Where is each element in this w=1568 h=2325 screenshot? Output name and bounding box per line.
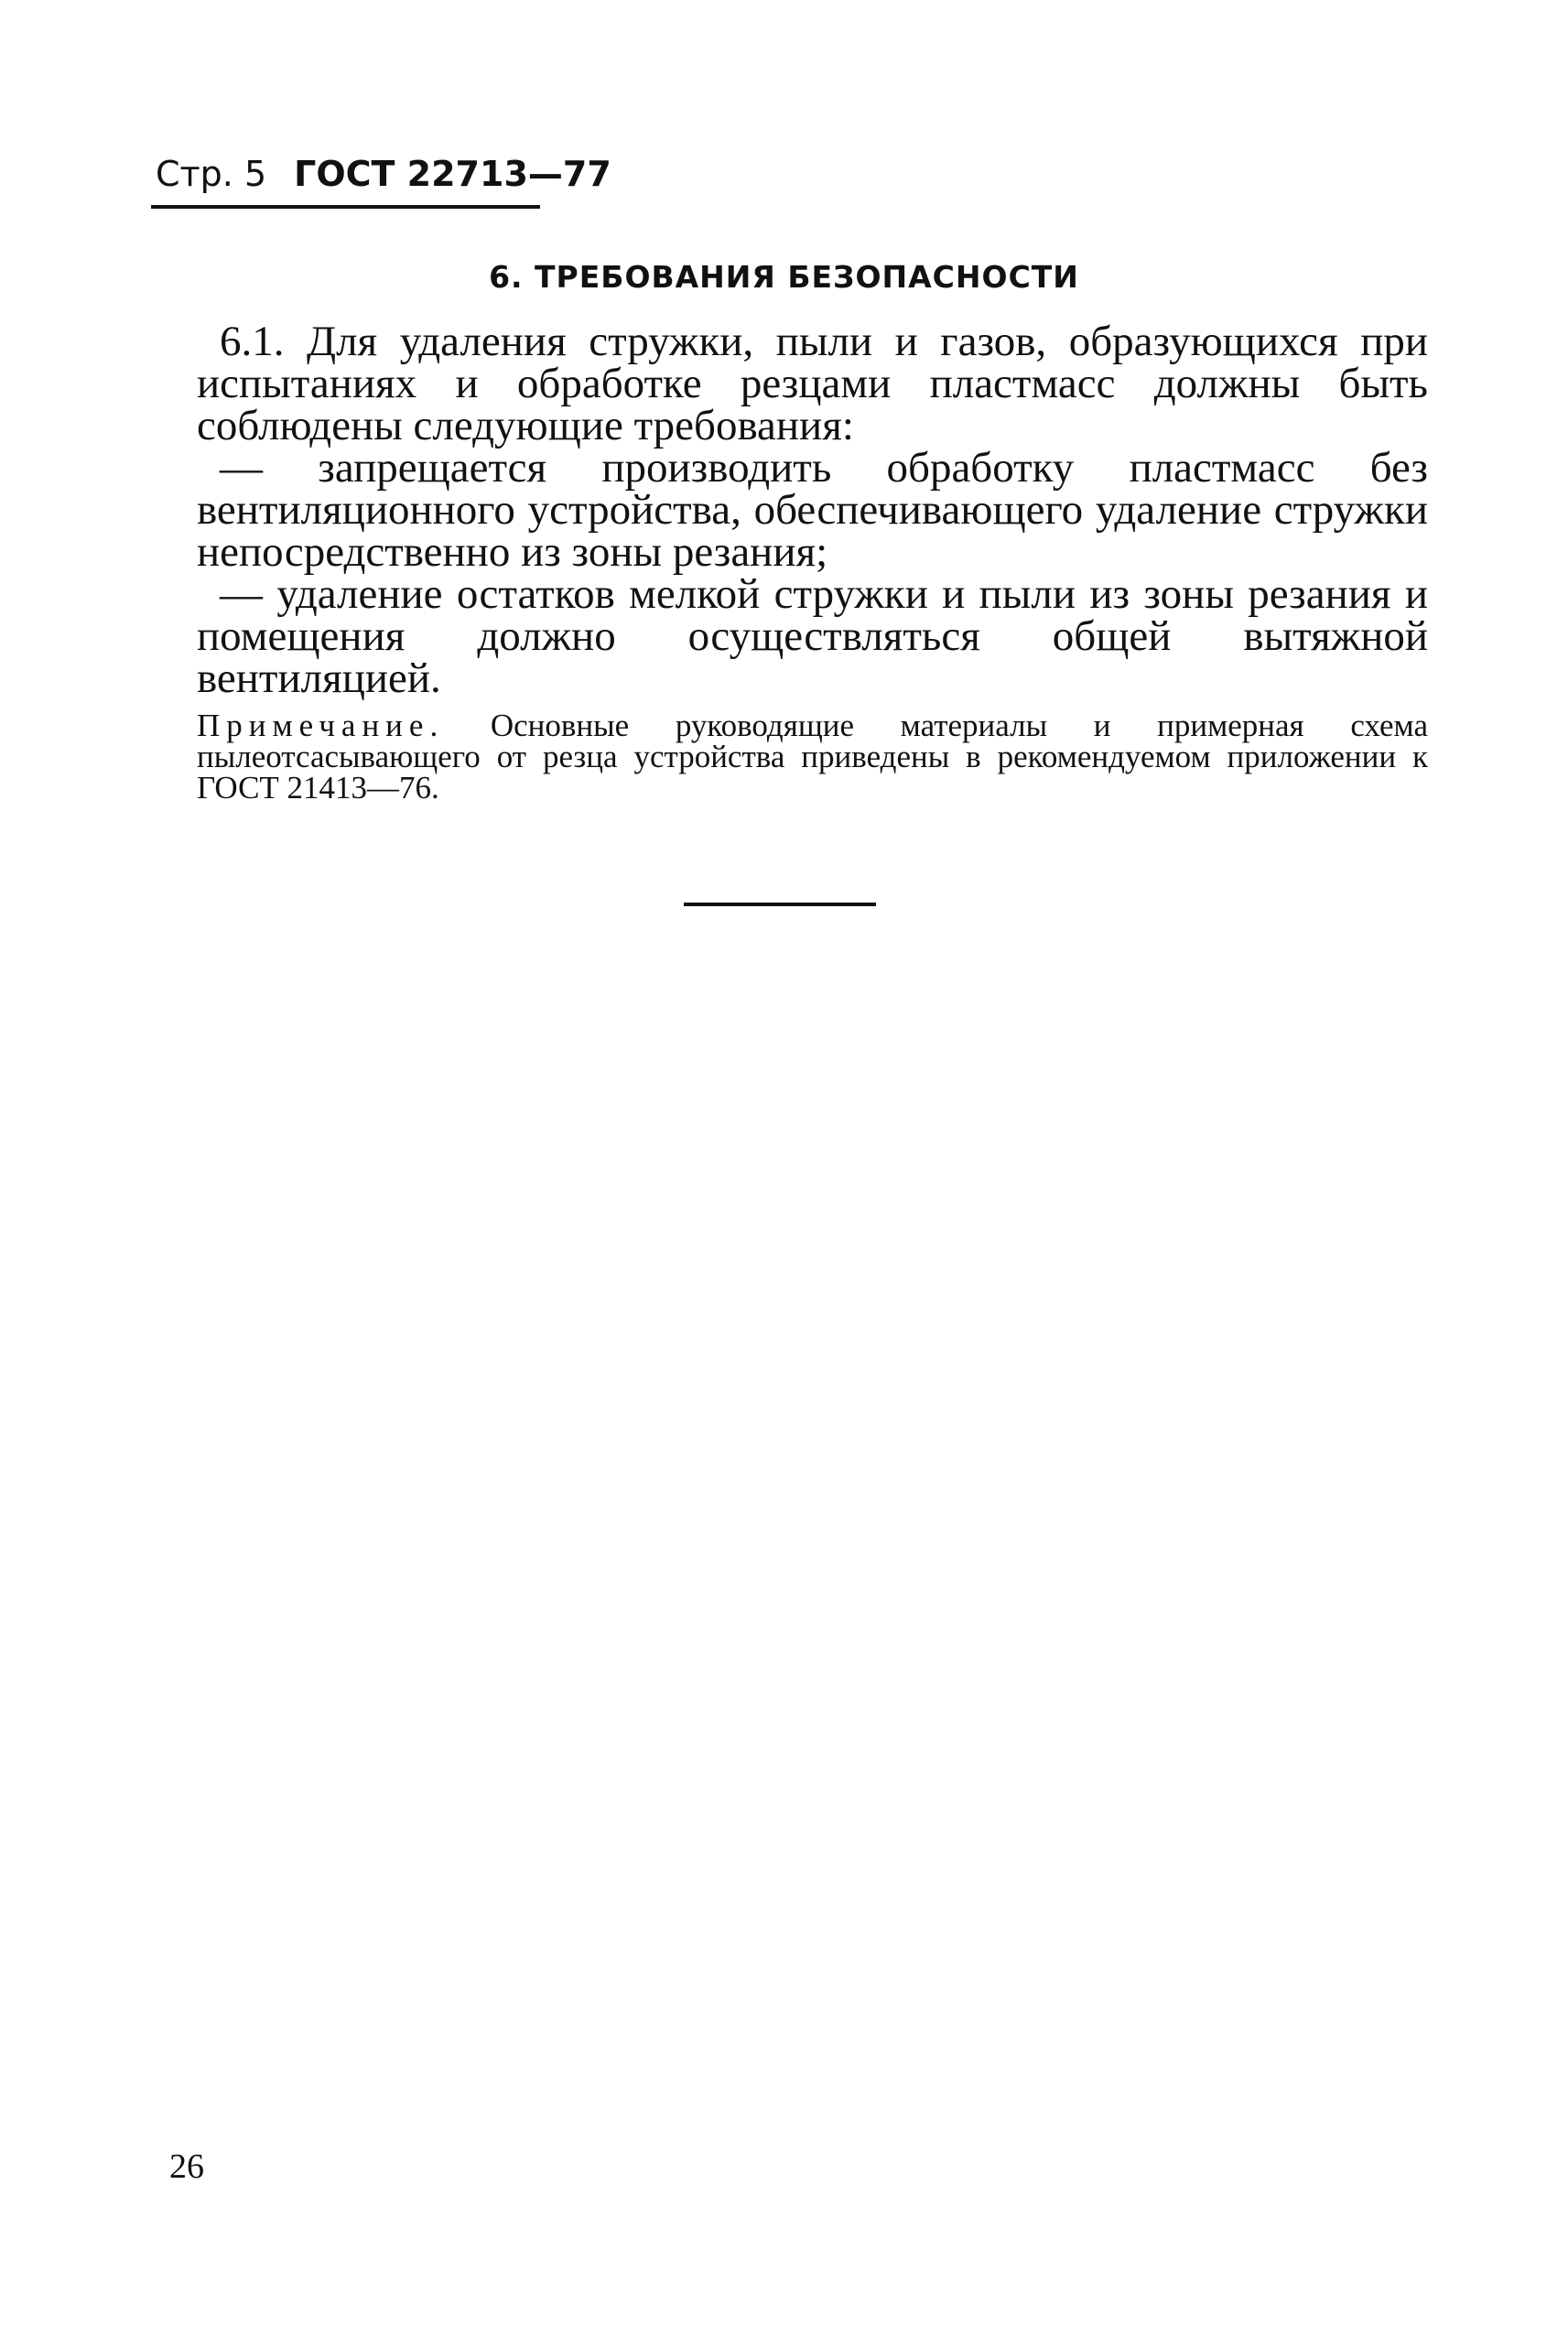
note-label: Примечание. <box>197 708 445 743</box>
note <box>197 710 1428 804</box>
note-text: Основные руководящие материалы и примерная схема пылеотсасывающего от резца устройства приведены в рекомендуемом приложении к ГОСТ 21413—76. <box>197 708 1428 806</box>
requirement-item-2: — удаление остатков мелкой стружки и пыли из зоны резания и помещения должно осуществляться общей вытяжной вентиляцией. <box>197 570 1428 702</box>
standard-number: ГОСТ 22713—77 <box>294 154 611 194</box>
page-label: Стр. 5 <box>156 154 267 194</box>
body-text <box>197 318 1428 702</box>
section-title: 6. ТРЕБОВАНИЯ БЕЗОПАСНОСТИ <box>489 259 1079 295</box>
header-rule <box>151 205 540 209</box>
running-header <box>156 154 611 194</box>
clause-6-1: 6.1. Для удаления стружки, пыли и газов, образующихся при испытаниях и обработке резцами пластмасс должны быть соблюдены следующие требования: <box>197 318 1428 449</box>
end-rule <box>684 903 876 906</box>
requirement-item-1: — запрещается производить обработку пластмасс без вентиляционного устройства, обеспечивающего удаление стружки непосредственно из зоны резания; <box>197 444 1428 576</box>
page-number: 26 <box>169 2147 204 2186</box>
